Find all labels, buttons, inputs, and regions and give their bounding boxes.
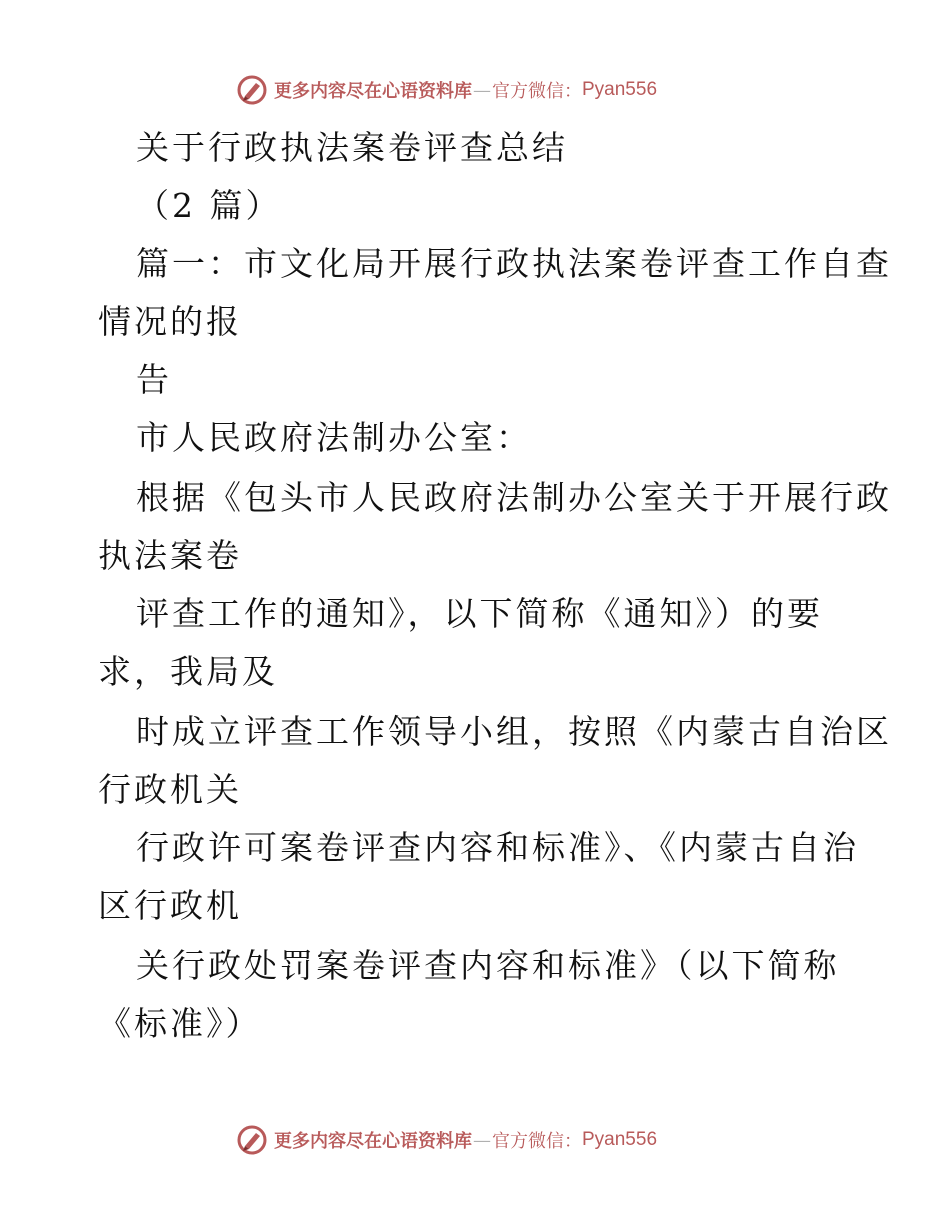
text-line: 评查工作的通知》，以下简称《通知》）的要 xyxy=(136,594,823,633)
watermark-dash: — xyxy=(473,79,491,101)
watermark-main-text: 更多内容尽在心语资料库 xyxy=(274,1131,472,1152)
text-line: 关行政处罚案卷评查内容和标准》（以下简称 xyxy=(136,946,840,985)
addressee-line: 市人民政府法制办公室： xyxy=(136,418,532,457)
watermark-id-text: Pyan556 xyxy=(582,1129,658,1150)
text-line: 区行政机 xyxy=(98,886,242,925)
watermark-sub-text: 官方微信： xyxy=(492,1131,582,1152)
watermark-main-text: 更多内容尽在心语资料库 xyxy=(274,81,472,102)
watermark-id-text: Pyan556 xyxy=(582,79,658,100)
text-line: 行政机关 xyxy=(98,770,242,809)
document-title: 关于行政执法案卷评查总结 xyxy=(136,128,568,167)
watermark-dash: — xyxy=(473,1129,491,1151)
text-line: 根据《包头市人民政府法制办公室关于开展行政 xyxy=(136,478,892,517)
text-line: 时成立评查工作领导小组，按照《内蒙古自治区 xyxy=(136,712,892,751)
text-line: 行政许可案卷评查内容和标准》、《内蒙古自治 xyxy=(136,828,859,867)
watermark-sub-text: 官方微信： xyxy=(492,81,582,102)
text-line: 告 xyxy=(136,360,172,399)
pen-logo-icon xyxy=(236,74,268,106)
pen-logo-icon xyxy=(236,1124,268,1156)
text-line: 执法案卷 xyxy=(98,536,242,575)
section-heading: 篇一：市文化局开展行政执法案卷评查工作自查 xyxy=(136,244,892,283)
text-line: 《标准》） xyxy=(98,1004,262,1043)
text-line: 求，我局及 xyxy=(98,652,278,691)
text-line: 情况的报 xyxy=(98,302,242,341)
document-subtitle: （2 篇） xyxy=(136,186,282,225)
footer-watermark xyxy=(236,1122,657,1158)
header-watermark xyxy=(236,72,657,108)
